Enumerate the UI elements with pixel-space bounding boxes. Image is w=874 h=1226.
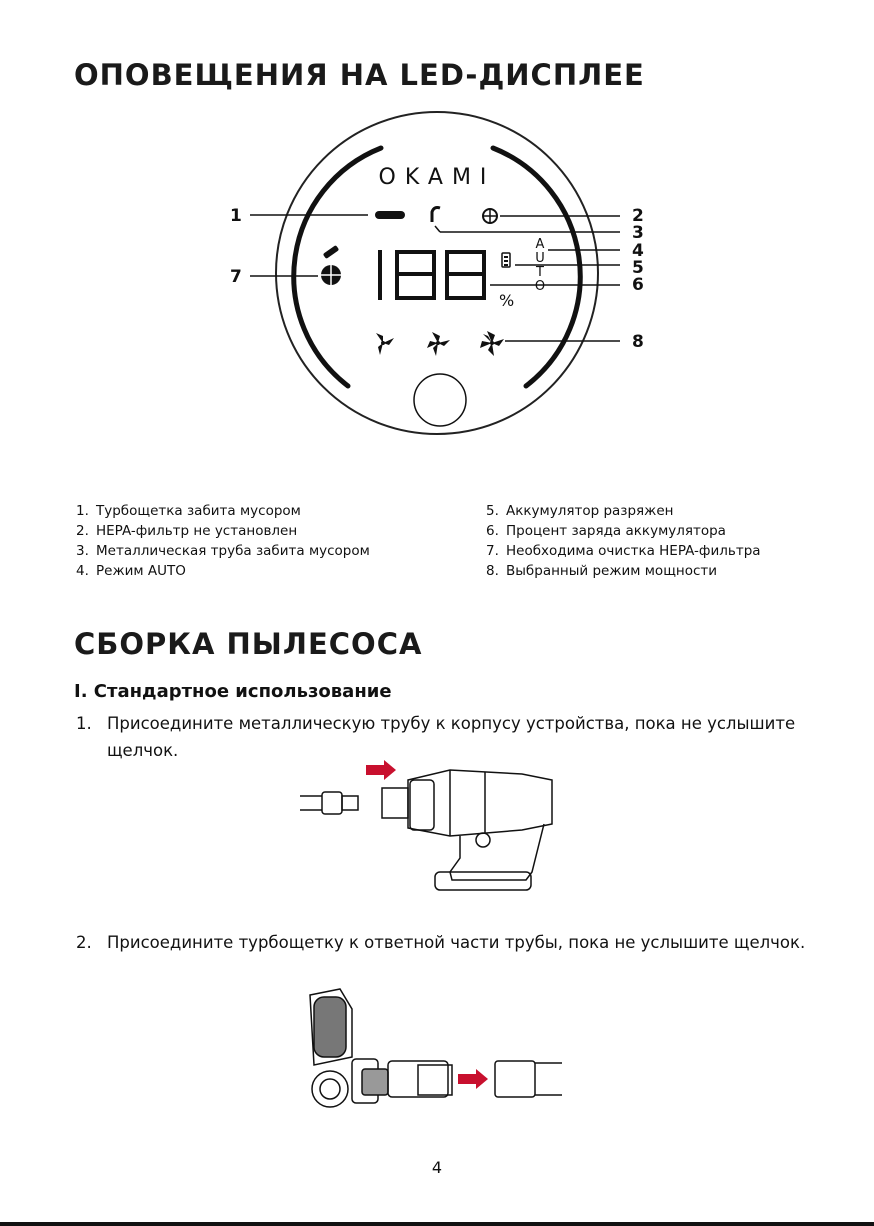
legend-item: 5. Аккумулятор разряжен (486, 503, 674, 519)
legend-item: 7. Необходима очистка HEPA-фильтра (486, 543, 761, 559)
legend-item: 1. Турбощетка забита мусором (76, 503, 301, 519)
callout-1: 1 (230, 206, 242, 226)
led-display-diagram (0, 0, 874, 470)
legend-right (486, 501, 761, 581)
page-number: 4 (431, 1158, 443, 1177)
callout-3: 3 (632, 223, 644, 243)
subsection-title-standard-use: I. Стандартное использование (74, 681, 392, 702)
auto-letter-a: A (535, 237, 545, 252)
battery-icon (502, 253, 510, 267)
turbobrush-icon (375, 211, 405, 219)
illustration-tube-to-body (300, 760, 560, 895)
illustration-turbobrush-to-tube (300, 985, 562, 1113)
arrow-icon (458, 1069, 488, 1089)
callout-5: 5 (632, 258, 644, 278)
filter-cleaning-icon (321, 245, 341, 285)
footer-rule (0, 1222, 874, 1226)
auto-letter-o: O (534, 279, 546, 294)
fan-icon-low (376, 333, 394, 355)
fan-icon-high (480, 331, 504, 356)
legend-item: 8. Выбранный режим мощности (486, 563, 718, 579)
step-2 (76, 929, 816, 956)
hepa-filter-icon (483, 209, 497, 223)
callout-4: 4 (632, 241, 644, 261)
step-number: 1. (76, 714, 92, 733)
callout-2: 2 (632, 206, 644, 226)
display-left-arc (294, 148, 381, 386)
fan-icon-medium (427, 332, 450, 356)
arrow-icon (366, 760, 396, 780)
callout-7: 7 (230, 267, 242, 287)
power-button (414, 374, 466, 426)
percent-digits (378, 250, 486, 300)
percent-sign: % (499, 291, 515, 310)
callout-8: 8 (632, 332, 644, 352)
callout-6: 6 (632, 275, 644, 295)
display-brand: OKAMI (378, 165, 496, 190)
section-title-led-display: ОПОВЕЩЕНИЯ НА LED-ДИСПЛЕЕ (74, 58, 645, 92)
auto-letter-t: T (536, 265, 544, 280)
step-number: 2. (76, 933, 92, 952)
legend-item: 4. Режим AUTO (76, 563, 186, 579)
step-text: Присоедините турбощетку к ответной части трубы, пока не услышите щелчок. (107, 933, 806, 952)
legend-item: 6. Процент заряда аккумулятора (486, 523, 726, 539)
section-title-assembly: СБОРКА ПЫЛЕСОСА (74, 627, 423, 661)
step-1 (76, 710, 816, 764)
tube-clog-icon (432, 208, 440, 223)
auto-letter-u: U (535, 251, 545, 266)
step-text: Присоедините металлическую трубу к корпусу устройства, пока не услышите щелчок. (107, 714, 796, 760)
legend-item: 3. Металлическая труба забита мусором (76, 543, 370, 559)
legend-left (76, 501, 370, 581)
legend-item: 2. HEPA-фильтр не установлен (76, 523, 298, 539)
